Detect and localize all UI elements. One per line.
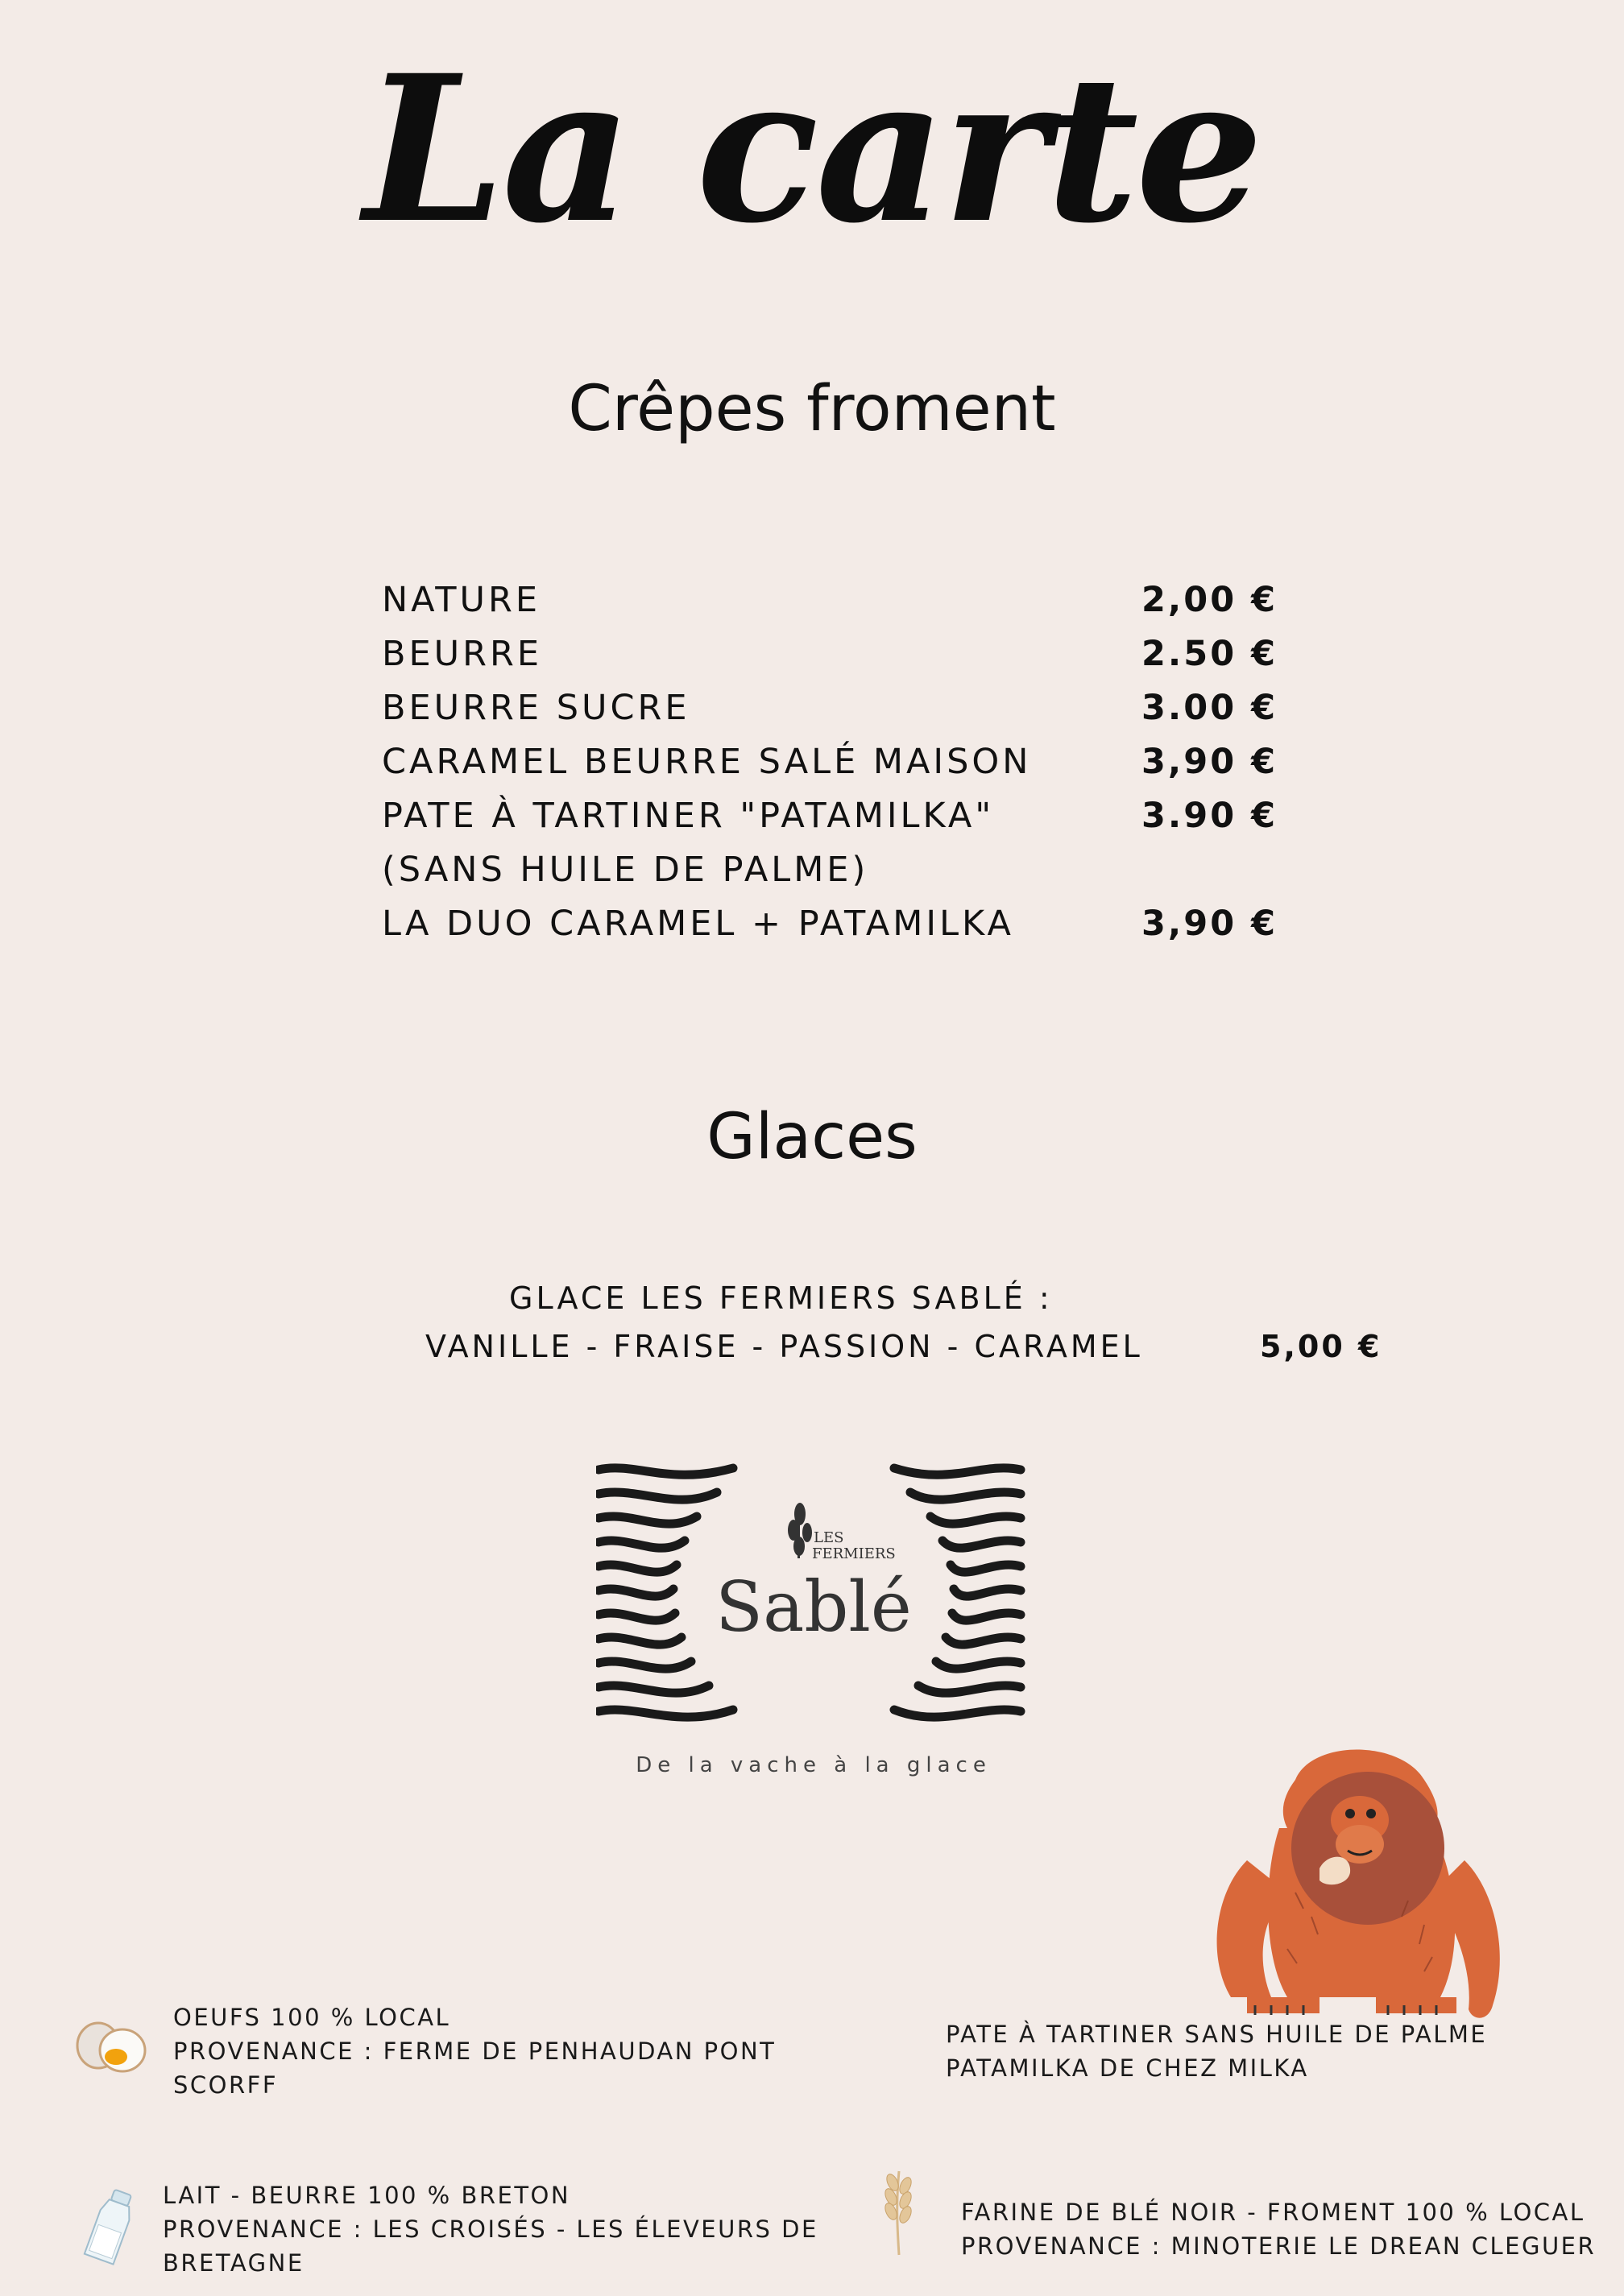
note-line: PROVENANCE : FERME DE PENHAUDAN PONT <box>173 2037 777 2065</box>
note-line: BRETAGNE <box>163 2249 304 2277</box>
item-price: 2,00 € <box>1141 580 1278 620</box>
crepes-heading: Crêpes froment <box>568 373 1056 445</box>
item-name: (SANS HUILE DE PALME) <box>382 850 869 890</box>
glace-price: 5,00 € <box>1260 1329 1382 1364</box>
item-name: CARAMEL BEURRE SALÉ MAISON <box>382 742 1032 782</box>
milk-note <box>163 2178 818 2280</box>
item-name: LA DUO CARAMEL + PATAMILKA <box>382 904 1014 944</box>
item-name: PATE À TARTINER "PATAMILKA" <box>382 796 995 836</box>
menu-item <box>382 681 1284 735</box>
note-line: PATAMILKA DE CHEZ MILKA <box>946 2054 1309 2082</box>
menu-item <box>382 627 1284 681</box>
logo-les-text: LES <box>814 1529 844 1546</box>
note-line: PROVENANCE : MINOTERIE LE DREAN CLEGUER <box>961 2232 1597 2260</box>
wheat-icon <box>870 2165 926 2258</box>
item-name: BEURRE SUCRE <box>382 688 690 728</box>
milk-bottle-icon <box>79 2187 143 2268</box>
spread-note <box>946 2017 1487 2085</box>
logo-sable-text: Sablé <box>715 1567 912 1648</box>
egg-icon <box>74 2018 148 2076</box>
item-price: 3,90 € <box>1141 904 1278 944</box>
menu-item <box>382 843 1284 897</box>
note-line: SCORFF <box>173 2071 278 2099</box>
menu-item <box>382 897 1284 951</box>
menu-item <box>382 735 1284 789</box>
logo-tagline: De la vache à la glace <box>636 1753 992 1777</box>
glaces-heading: Glaces <box>706 1101 918 1173</box>
eggs-note <box>173 2000 776 2102</box>
flour-note <box>961 2195 1596 2263</box>
item-name: BEURRE <box>382 634 543 674</box>
item-price: 3.00 € <box>1141 688 1278 728</box>
item-price: 3.90 € <box>1141 796 1278 836</box>
logo-fermiers-text: FERMIERS <box>812 1545 896 1562</box>
menu-item <box>382 789 1284 843</box>
orangutan-illustration <box>1199 1731 1513 2037</box>
note-line: LAIT - BEURRE 100 % BRETON <box>163 2182 571 2209</box>
item-price: 3,90 € <box>1141 742 1278 782</box>
les-fermiers-sable-logo <box>596 1462 1031 1784</box>
menu-title: La carte <box>363 31 1261 267</box>
menu-item <box>382 573 1284 627</box>
item-name: NATURE <box>382 580 541 620</box>
note-line: PATE À TARTINER SANS HUILE DE PALME <box>946 2021 1488 2048</box>
glace-description: GLACE LES FERMIERS SABLÉ : <box>509 1280 1053 1316</box>
item-price: 2.50 € <box>1141 634 1278 674</box>
note-line: FARINE DE BLÉ NOIR - FROMENT 100 % LOCAL <box>961 2199 1585 2226</box>
note-line: PROVENANCE : LES CROISÉS - LES ÉLEVEURS DE <box>163 2215 818 2243</box>
note-line: OEUFS 100 % LOCAL <box>173 2004 451 2031</box>
glace-flavours: VANILLE - FRAISE - PASSION - CARAMEL <box>425 1329 1143 1364</box>
